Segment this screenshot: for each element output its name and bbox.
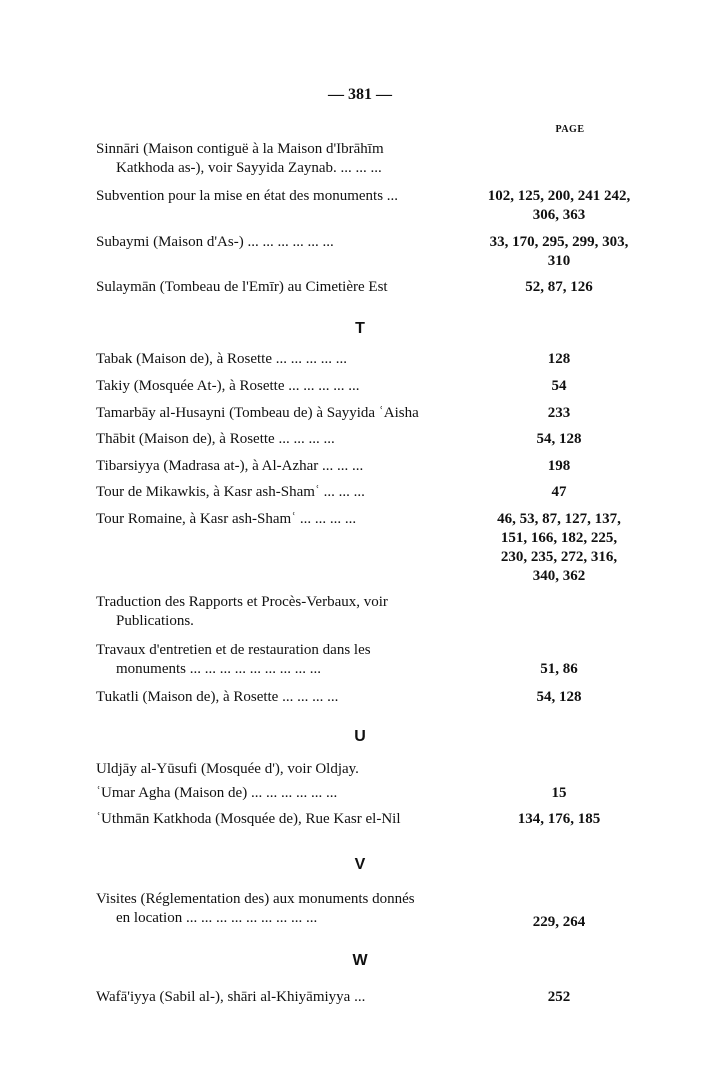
entry-pages: 54, 128: [536, 689, 582, 705]
index-entry: [96, 810, 476, 829]
entry-text: Travaux d'entretien et de restauration dans les: [96, 642, 371, 658]
index-entry: [96, 688, 476, 707]
entry-text: Subvention pour la mise en état des monuments ...: [96, 188, 399, 204]
index-entry: [96, 593, 476, 631]
section-letter-u: U: [354, 728, 366, 745]
index-entry: [96, 404, 476, 423]
entry-pages: 252: [547, 989, 571, 1005]
entry-pages: 54, 128: [536, 431, 582, 447]
entry-pages: 128: [547, 351, 571, 367]
entry-text-cont: Katkhoda as-), voir Sayyida Zaynab. ... ... ...: [116, 160, 382, 176]
entry-text-cont: en location ... ... ... ... ... ... ... ... ...: [116, 910, 318, 926]
index-entry: [96, 988, 476, 1007]
entry-pages: 198: [547, 458, 571, 474]
entry-pages: 134, 176, 185: [517, 811, 601, 827]
entry-text: Tukatli (Maison de), à Rosette ... ... ... ...: [96, 689, 339, 705]
entry-text: Thābit (Maison de), à Rosette ... ... ... ...: [96, 431, 335, 447]
index-entry: [96, 890, 476, 928]
entry-text: Wafā'iyya (Sabil al-), shāri al-Khiyāmiyya ...: [96, 989, 366, 1005]
entry-pages: 46, 53, 87, 127, 137, 151, 166, 182, 225, 230, 235, 272, 316, 340, 362: [497, 511, 621, 584]
entry-pages: 15: [551, 785, 567, 801]
index-entry: [96, 483, 476, 502]
entry-pages: 102, 125, 200, 241 242, 306, 363: [487, 188, 631, 223]
entry-pages: 233: [547, 405, 571, 421]
section-letter-t: T: [355, 320, 365, 337]
entry-text: Sinnāri (Maison contiguë à la Maison d'Ibrāhīm: [96, 141, 384, 157]
index-entry: [96, 233, 476, 252]
entry-pages: 54: [551, 378, 567, 394]
index-entry: [96, 430, 476, 449]
entry-text: Tabak (Maison de), à Rosette ... ... ... ... ...: [96, 351, 347, 367]
entry-text: Tibarsiyya (Madrasa at-), à Al-Azhar ... ... ...: [96, 458, 364, 474]
entry-text: ʿUmar Agha (Maison de) ... ... ... ... ... ...: [96, 785, 338, 801]
page-number: — 381 —: [328, 86, 392, 103]
entry-text: Sulaymān (Tombeau de l'Emīr) au Cimetière Est: [96, 279, 388, 295]
index-entry: [96, 641, 476, 679]
section-letter-v: V: [354, 856, 366, 873]
entry-text: Traduction des Rapports et Procès-Verbaux, voir: [96, 594, 388, 610]
index-entry: [96, 760, 476, 779]
entry-pages: 51, 86: [540, 661, 578, 677]
entry-text: Subaymi (Maison d'As-) ... ... ... ... ... ...: [96, 234, 334, 250]
index-entry: [96, 784, 476, 803]
page-column-header: PAGE: [555, 124, 585, 135]
index-entry: [96, 457, 476, 476]
entry-text: Visites (Réglementation des) aux monuments donnés: [96, 891, 415, 907]
entry-pages: 47: [551, 484, 567, 500]
entry-pages: 33, 170, 295, 299, 303, 310: [489, 234, 629, 269]
entry-text: Uldjāy al-Yūsufi (Mosquée d'), voir Oldjay.: [96, 761, 359, 777]
entry-pages: 229, 264: [532, 914, 586, 930]
index-entry: [96, 510, 476, 529]
index-entry: [96, 377, 476, 396]
section-letter-w: W: [352, 952, 368, 969]
entry-text-cont: Publications.: [116, 613, 194, 629]
entry-text: Tour Romaine, à Kasr ash-Shamʿ ... ... ... ...: [96, 511, 357, 527]
entry-text: Takiy (Mosquée At-), à Rosette ... ... ... ... ...: [96, 378, 360, 394]
index-entry: [96, 187, 476, 206]
entry-text-cont: monuments ... ... ... ... ... ... ... ... ...: [116, 661, 321, 677]
entry-text: Tamarbāy al-Husayni (Tombeau de) à Sayyida ʿAisha: [96, 405, 419, 421]
index-entry: [96, 140, 476, 178]
entry-pages: 52, 87, 126: [525, 279, 593, 295]
entry-text: ʿUthmān Katkhoda (Mosquée de), Rue Kasr el-Nil: [96, 811, 401, 827]
entry-text: Tour de Mikawkis, à Kasr ash-Shamʿ ... ... ...: [96, 484, 365, 500]
index-entry: [96, 350, 476, 369]
index-entry: [96, 278, 476, 297]
